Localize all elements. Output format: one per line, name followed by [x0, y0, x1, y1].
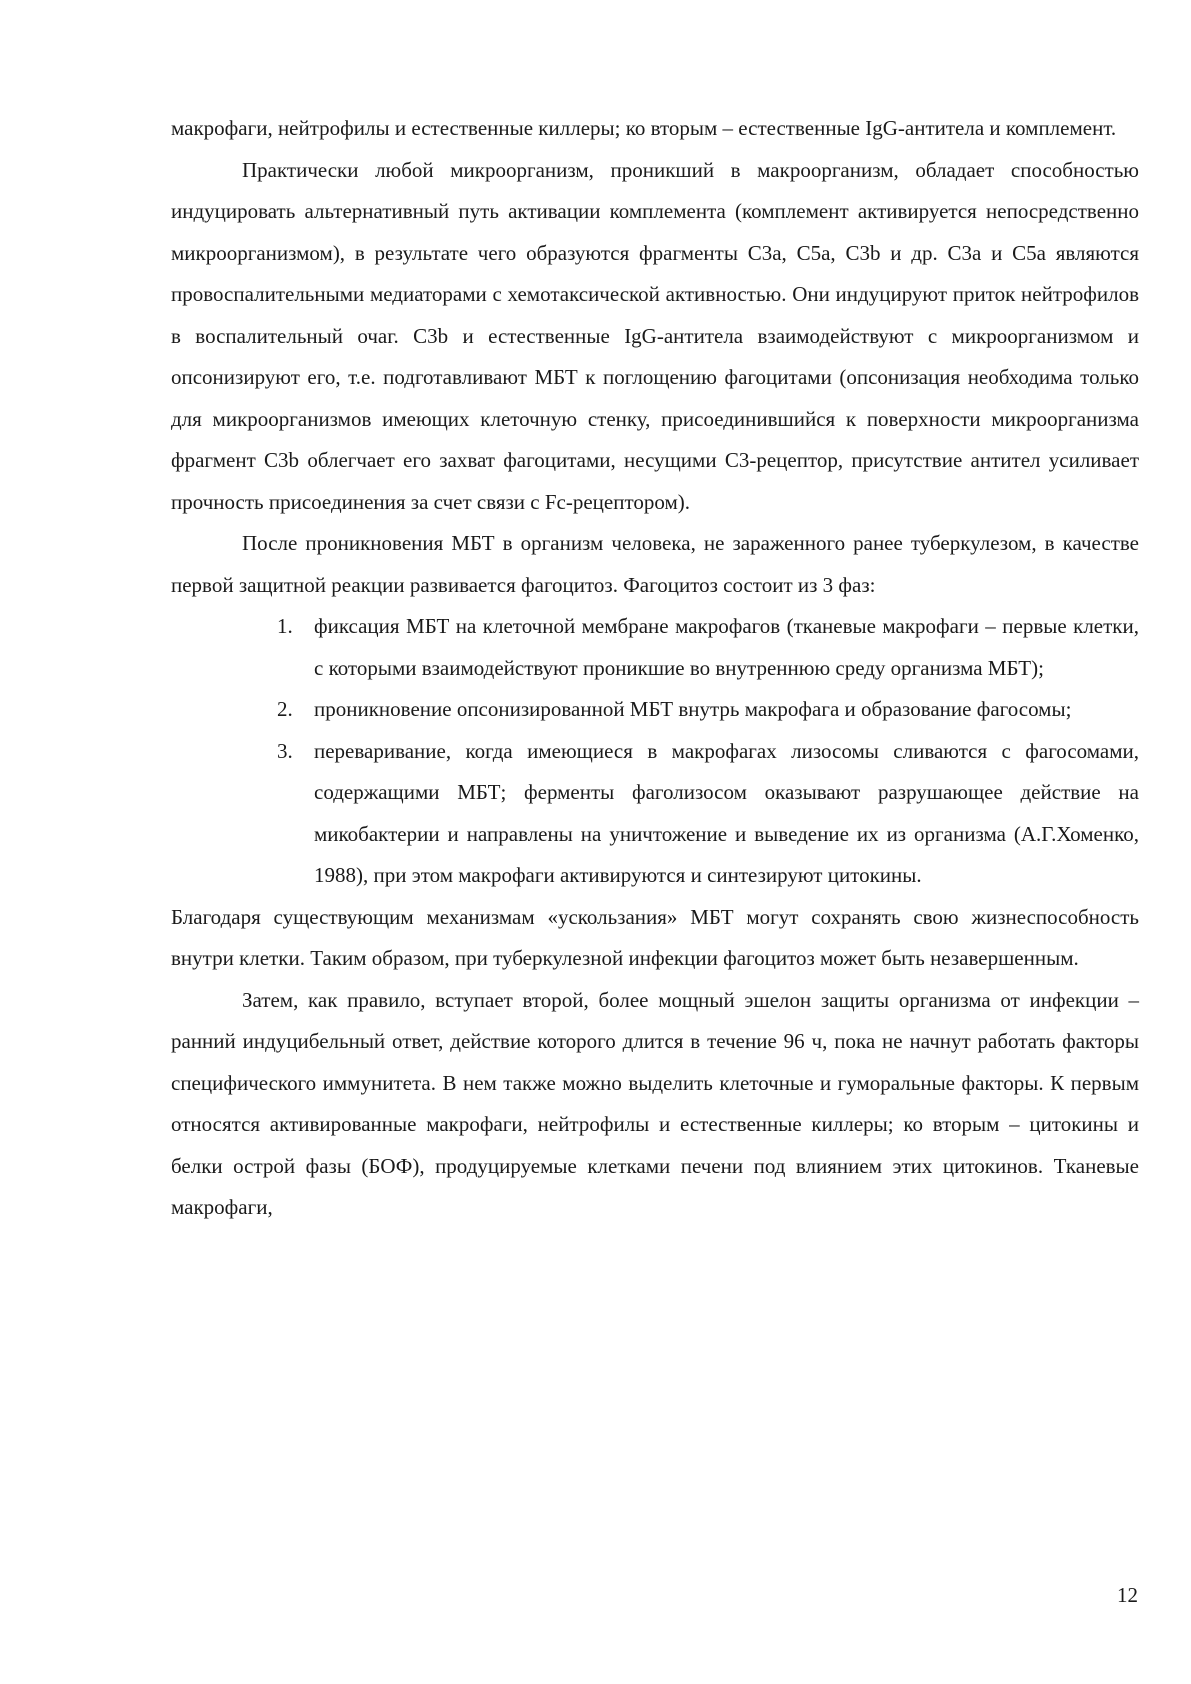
- list-item: [171, 689, 1139, 731]
- paragraph-complement-activation: Практически любой микроорганизм, проникший в макроорганизм, обладает способностью индуцировать альтернативный путь активации комплемента (комплемент активируется непосредственно микроорганизмом), в результате чего образуются фрагменты C3a, C5a, C3b и др. C3a и C5a являются провоспалительными медиаторами с хемотаксической активностью. Они индуцируют приток нейтрофилов в воспалительный очаг. C3b и естественные IgG-антитела взаимодействуют с микроорганизмом и опсонизируют его, т.е. подготавливают МБТ к поглощению фагоцитами (опсонизация необходима только для микроорганизмов имеющих клеточную стенку, присоединившийся к поверхности микроорганизма фрагмент C3b облегчает его захват фагоцитами, несущими C3-рецептор, присутствие антител усиливает прочность присоединения за счет связи с Fc-рецептором).: [171, 157, 1139, 514]
- list-item-number: 3.: [277, 738, 293, 763]
- list-item: [171, 731, 1139, 897]
- list-item-number: 1.: [277, 614, 293, 638]
- list-item-text: переваривание, когда имеющиеся в макрофагах лизосомы сливаются с фагосомами, содержащими МБТ; ферменты фаголизосом оказывают разрушающее действие на микобактерии и направлены на уничтожение и выведение их из организма (А.Г.Хоменко, 1988), при этом макрофаги активируются и синтезируют цитокины.: [314, 738, 1139, 887]
- page-number: 12: [1117, 1583, 1138, 1607]
- paragraph-continuation: макрофаги, нейтрофилы и естественные киллеры; ко вторым – естественные IgG-антитела и комплемент.: [171, 116, 1117, 140]
- paragraph-early-inducible-response: Затем, как правило, вступает второй, более мощный эшелон защиты организма от инфекции – ранний индуцибельный ответ, действие которого длится в течение 96 ч, пока не начнут работать факторы специфического иммунитета. В нем также можно выделить клеточные и гуморальные факторы. К первым относятся активированные макрофаги, нейтрофилы и естественные киллеры; ко вторым – цитокины и белки острой фазы (БОФ), продуцируемые клетками печени под влиянием этих цитокинов. Тканевые макрофаги,: [171, 987, 1139, 1219]
- list-item-text: проникновение опсонизированной МБТ внутрь макрофага и образование фагосомы;: [314, 697, 1072, 721]
- body-text: [171, 108, 1139, 1229]
- paragraph-escape-mechanisms: Благодаря существующим механизмам «ускользания» МБТ могут сохранять свою жизнеспособность внутри клетки. Таким образом, при туберкулезной инфекции фагоцитоз может быть незавершенным.: [171, 904, 1139, 970]
- list-item-number: 2.: [277, 697, 293, 721]
- list-item: [171, 606, 1139, 689]
- paragraph-phagocytosis-intro: После проникновения МБТ в организм человека, не зараженного ранее туберкулезом, в качестве первой защитной реакции развивается фагоцитоз. Фагоцитоз состоит из 3 фаз:: [171, 531, 1139, 597]
- list-item-text: фиксация МБТ на клеточной мембране макрофагов (тканевые макрофаги – первые клетки, с которыми взаимодействуют проникшие во внутреннюю среду организма МБТ);: [314, 614, 1139, 680]
- phagocytosis-phases-list: [171, 606, 1139, 897]
